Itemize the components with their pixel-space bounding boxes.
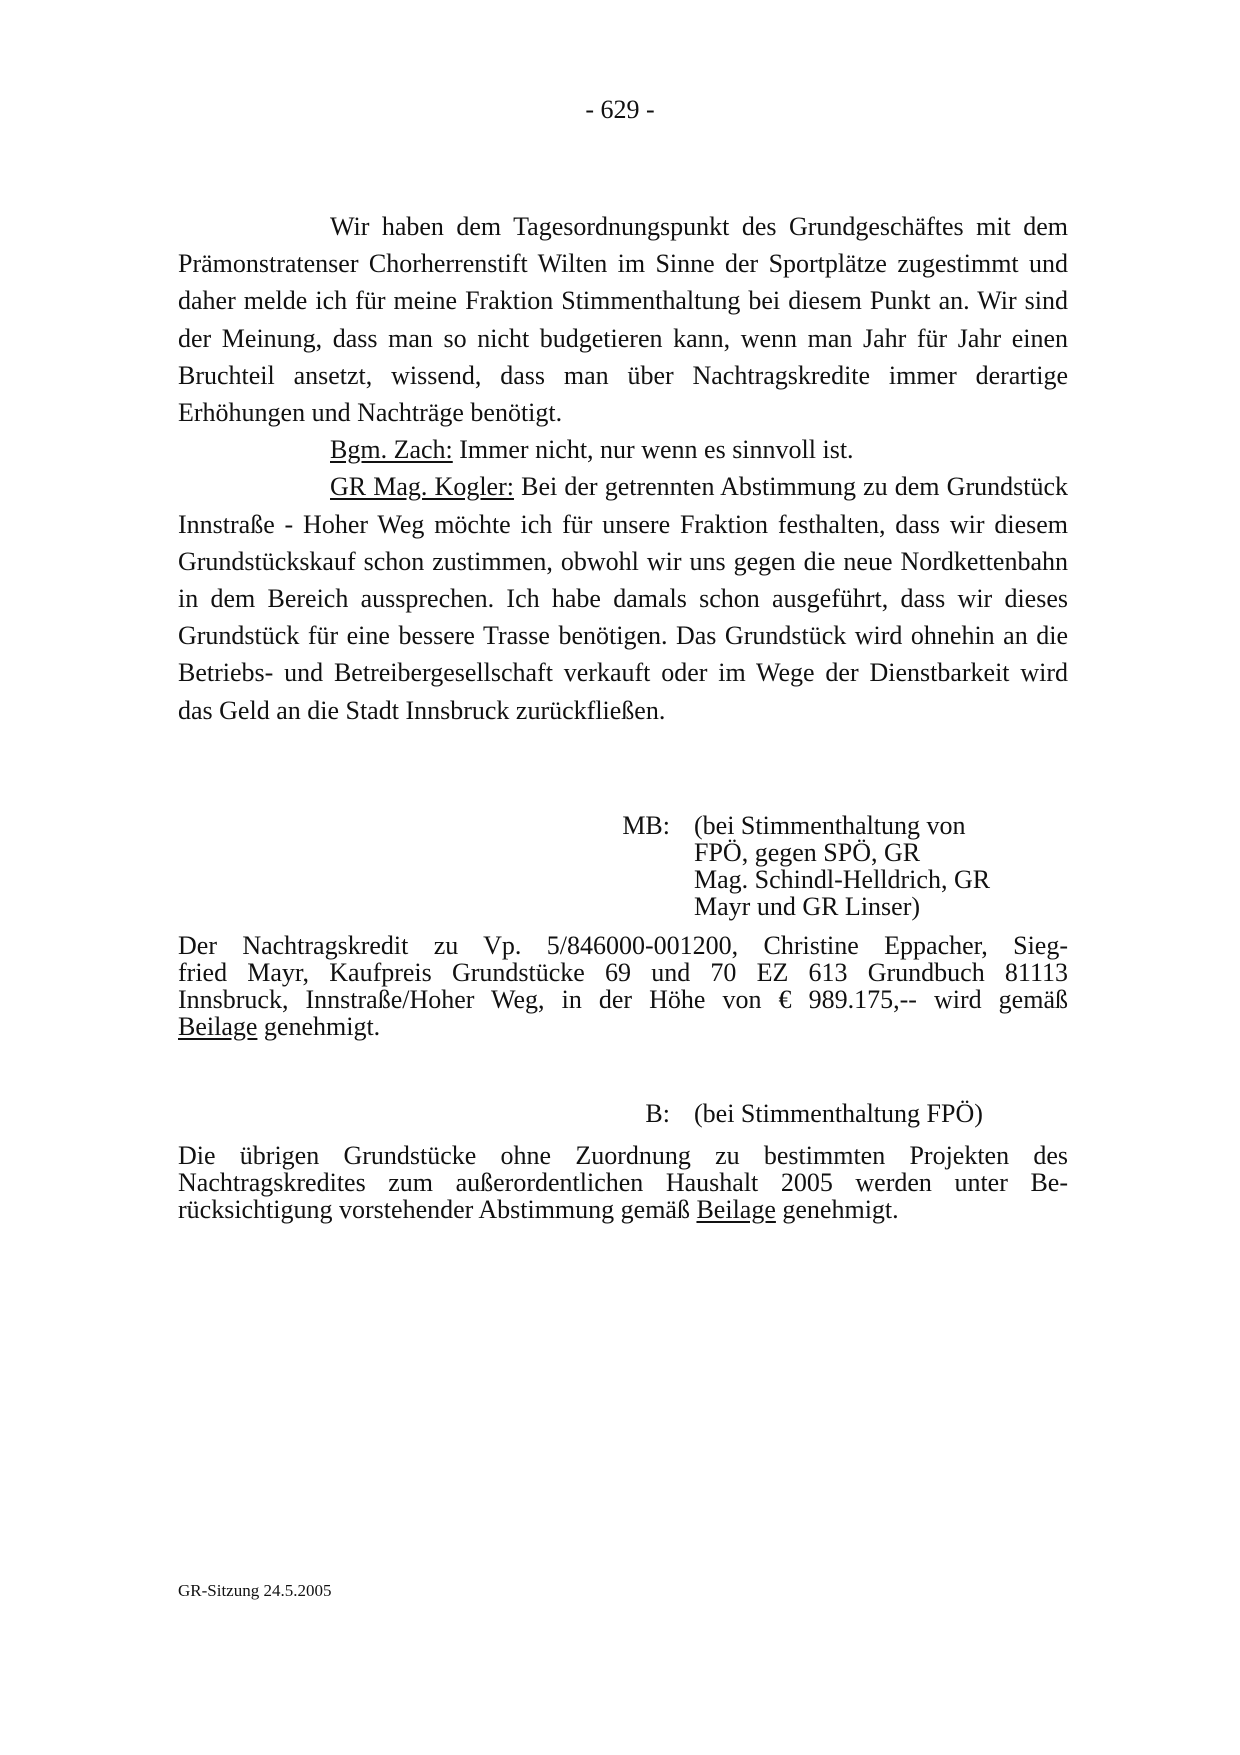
vote-label-b: B: [645,1099,670,1128]
speech-paragraph: Wir haben dem Tagesordnungspunkt des Grundgeschäftes mit dem Prämonstratenser Chorherrenstift Wilten im Sinne der Sportplätze zugestimmt und daher melde ich für meine Fraktion Stimmenthaltung bei diesem Punkt an. Wir sind der Meinung, dass man so nicht budgetieren kann, wenn man Jahr für Jahr einen Bruchteil ansetzt, wissend, dass man über Nachtragskredite immer derartige Erhöhungen und Nachträge benötigt. [178,212,1068,428]
resolution-line: Der Nachtragskredit zu Vp. 5/846000-001200, Christine Eppacher, Sieg- [178,931,1068,960]
resolution-line-start: rücksichtigung vorstehender Abstimmung gemäß [178,1195,697,1224]
vote-line: Mag. Schindl-Helldrich, GR [694,865,991,894]
resolution-line: Innsbruck, Innstraße/Hoher Weg, in der Höhe von € 989.175,-- wird gemäß [178,985,1068,1014]
speaker-kogler: GR Mag. Kogler: [330,472,514,502]
resolution-line: Nachtragskredites zum außerordentlichen Haushalt 2005 werden unter Be- [178,1168,1068,1197]
page-number: - 629 - [585,95,655,124]
vote-line: FPÖ, gegen SPÖ, GR [694,838,921,867]
resolution-line: Die übrigen Grundstücke ohne Zuordnung zu bestimmten Projekten des [178,1141,1068,1170]
vote-line: (bei Stimmenthaltung von [694,811,966,840]
speaker-zach: Bgm. Zach: [330,435,453,465]
resolution-nachtragskredit [178,932,1068,1040]
speech-kogler [178,468,1068,728]
beilage-link: Beilage [696,1195,776,1224]
resolution-line-rest: genehmigt. [775,1195,899,1224]
footer-session-date: GR-Sitzung 24.5.2005 [178,1581,332,1600]
vote-line: (bei Stimmenthaltung FPÖ) [694,1099,983,1128]
vote-label-mb: MB: [622,811,670,840]
vote-line: Mayr und GR Linser) [694,892,921,921]
resolution-remaining [178,1142,1068,1223]
resolution-line [178,1013,1068,1040]
resolution-line: fried Mayr, Kaufpreis Grundstücke 69 und 70 EZ 613 Grundbuch 81113 [178,958,1068,987]
speech-zach [178,431,1068,468]
beilage-link: Beilage [178,1012,258,1041]
speech-zach-text: Immer nicht, nur wenn es sinnvoll ist. [452,435,854,465]
discussion-section [178,208,1068,729]
vote-result-mb [694,812,1074,920]
resolution-line-rest: genehmigt. [257,1012,381,1041]
resolution-line [178,1196,1068,1223]
speech-kogler-text: Bei der getrennten Abstimmung zu dem Grundstück Innstraße - Hoher Weg möchte ich für unsere Fraktion festhalten, dass wir diesem Grundstückskauf schon zustimmen, obwohl wir uns gegen die neue Nordkettenbahn in dem Bereich aussprechen. Ich habe damals schon ausgeführt, dass wir dieses Grundstück für eine bessere Trasse benötigen. Das Grundstück wird ohnehin an die Betriebs- und Betreibergesellschaft verkauft oder im Wege der Dienstbarkeit wird das Geld an die Stadt Innsbruck zurückfließen. [178,472,1068,725]
vote-result-b [694,1100,1074,1127]
